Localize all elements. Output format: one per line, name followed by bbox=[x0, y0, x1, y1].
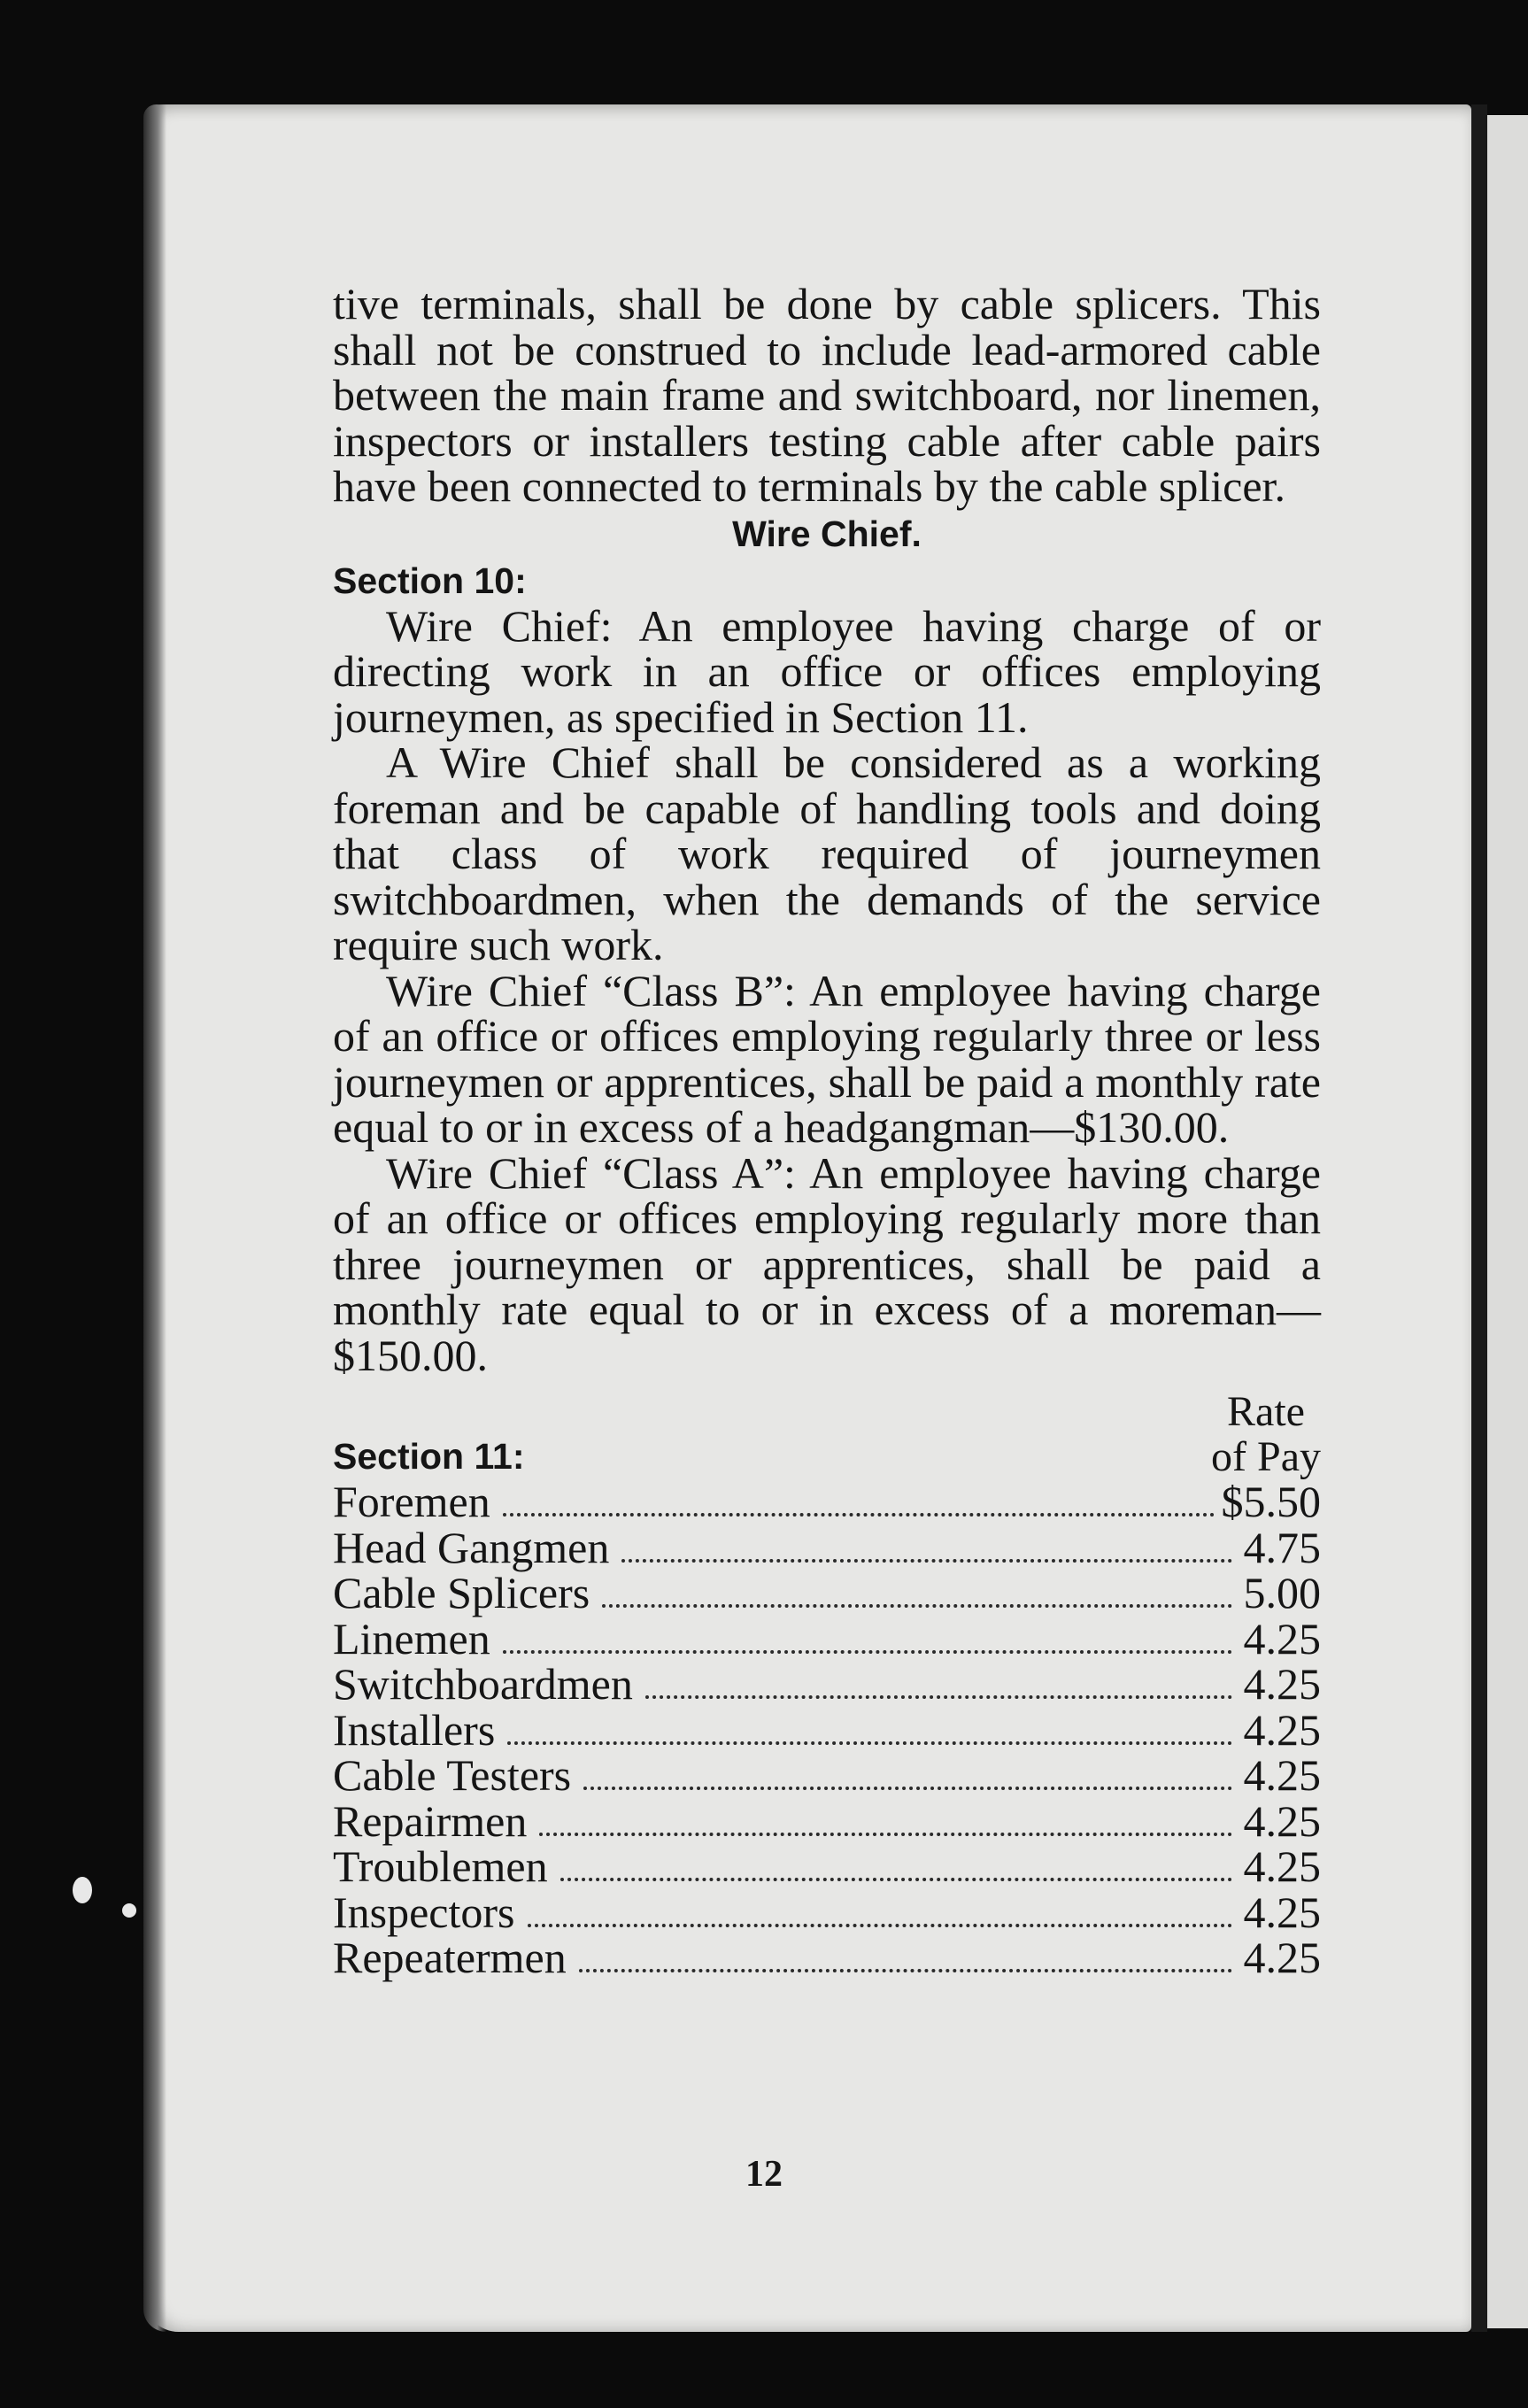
dot-leader bbox=[583, 1787, 1232, 1790]
rate-value: 4.25 bbox=[1243, 1841, 1321, 1891]
section-11-label: Section 11: bbox=[333, 1436, 525, 1477]
page-number: 12 bbox=[745, 2154, 783, 2195]
rate-label: Inspectors bbox=[333, 1887, 515, 1937]
rate-value: 4.25 bbox=[1243, 1704, 1321, 1755]
rate-label: Repeatermen bbox=[333, 1933, 567, 1982]
rate-label: Foremen bbox=[333, 1477, 490, 1526]
paragraph-wire-chief-definition: Wire Chief: An employee having charge of or directing work in an office or offices employing journeymen, as specified in Section 11. bbox=[333, 600, 1321, 742]
book-gutter bbox=[1471, 104, 1487, 2332]
rate-label: Head Gangmen bbox=[333, 1522, 610, 1572]
rate-row bbox=[333, 1841, 1321, 1891]
dot-leader bbox=[503, 1650, 1232, 1654]
scan-speck bbox=[122, 1903, 136, 1918]
rate-row bbox=[333, 1887, 1321, 1937]
rate-value: 4.25 bbox=[1243, 1659, 1321, 1709]
rate-row bbox=[333, 1935, 1321, 1981]
rate-value: 4.25 bbox=[1243, 1613, 1321, 1663]
rate-label: Cable Testers bbox=[333, 1750, 572, 1800]
dot-leader bbox=[645, 1695, 1232, 1699]
paragraph-class-b: Wire Chief “Class B”: An employee having charge of an office or offices employing regularly three or less journeymen or apprentices, shall be paid a monthly rate equal to or in excess of a headgangman—$130.00. bbox=[333, 965, 1321, 1152]
scan-speck bbox=[73, 1877, 92, 1903]
rate-row bbox=[333, 1613, 1321, 1663]
rate-table bbox=[333, 1479, 1321, 1981]
section-10-label: Section 10: bbox=[333, 560, 527, 601]
paragraph-working-foreman: A Wire Chief shall be considered as a working foreman and be capable of handling tools and doing that class of work required of journeymen switchboardmen, when the demands of the service require such work. bbox=[333, 737, 1321, 969]
dot-leader bbox=[528, 1924, 1233, 1927]
page-text bbox=[333, 279, 1321, 1982]
rate-value: $5.50 bbox=[1221, 1477, 1321, 1526]
dot-leader bbox=[560, 1878, 1232, 1881]
rate-value: 4.25 bbox=[1243, 1887, 1321, 1937]
rate-value: 4.25 bbox=[1243, 1933, 1321, 1982]
rate-header-line2: of Pay bbox=[1211, 1433, 1321, 1480]
rate-label: Installers bbox=[333, 1704, 496, 1755]
dot-leader bbox=[579, 1969, 1232, 1972]
rate-value: 4.25 bbox=[1243, 1750, 1321, 1800]
dot-leader bbox=[602, 1604, 1232, 1608]
wire-chief-heading: Wire Chief. bbox=[732, 513, 922, 554]
rate-value: 4.75 bbox=[1243, 1522, 1321, 1572]
dot-leader bbox=[503, 1513, 1215, 1517]
rate-label: Repairmen bbox=[333, 1795, 528, 1846]
rate-label: Linemen bbox=[333, 1613, 490, 1663]
paragraph-class-a: Wire Chief “Class A”: An employee having charge of an office or offices employing regularly more than three journeymen or apprentices, shall be paid a monthly rate equal to or in excess of a moreman—$150.00. bbox=[333, 1147, 1321, 1380]
rate-value: 4.25 bbox=[1243, 1795, 1321, 1846]
paragraph-cable-splicers: tive terminals, shall be done by cable splicers. This shall not be construed to include lead-armored cable between the main frame and switchboard, nor linemen, inspectors or installers testing cable after cable pairs have been connected to terminals by the cable splicer. bbox=[333, 279, 1321, 511]
rate-row bbox=[333, 1479, 1321, 1525]
rate-label: Switchboardmen bbox=[333, 1659, 633, 1709]
dot-leader bbox=[507, 1741, 1232, 1745]
page-binding-shadow bbox=[143, 104, 166, 2332]
dot-leader bbox=[539, 1833, 1232, 1836]
rate-row bbox=[333, 1522, 1321, 1572]
rate-label: Troublemen bbox=[333, 1841, 548, 1891]
rate-row bbox=[333, 1795, 1321, 1846]
rate-row bbox=[333, 1750, 1321, 1800]
dot-leader bbox=[621, 1559, 1232, 1563]
rate-header-line1: Rate bbox=[1227, 1388, 1305, 1435]
rate-row bbox=[333, 1659, 1321, 1709]
rate-label: Cable Splicers bbox=[333, 1568, 590, 1617]
rate-of-pay-header bbox=[1211, 1389, 1321, 1479]
rate-row bbox=[333, 1568, 1321, 1617]
rate-row bbox=[333, 1704, 1321, 1755]
section-11-header bbox=[333, 1389, 1321, 1479]
rate-value: 5.00 bbox=[1243, 1568, 1321, 1617]
